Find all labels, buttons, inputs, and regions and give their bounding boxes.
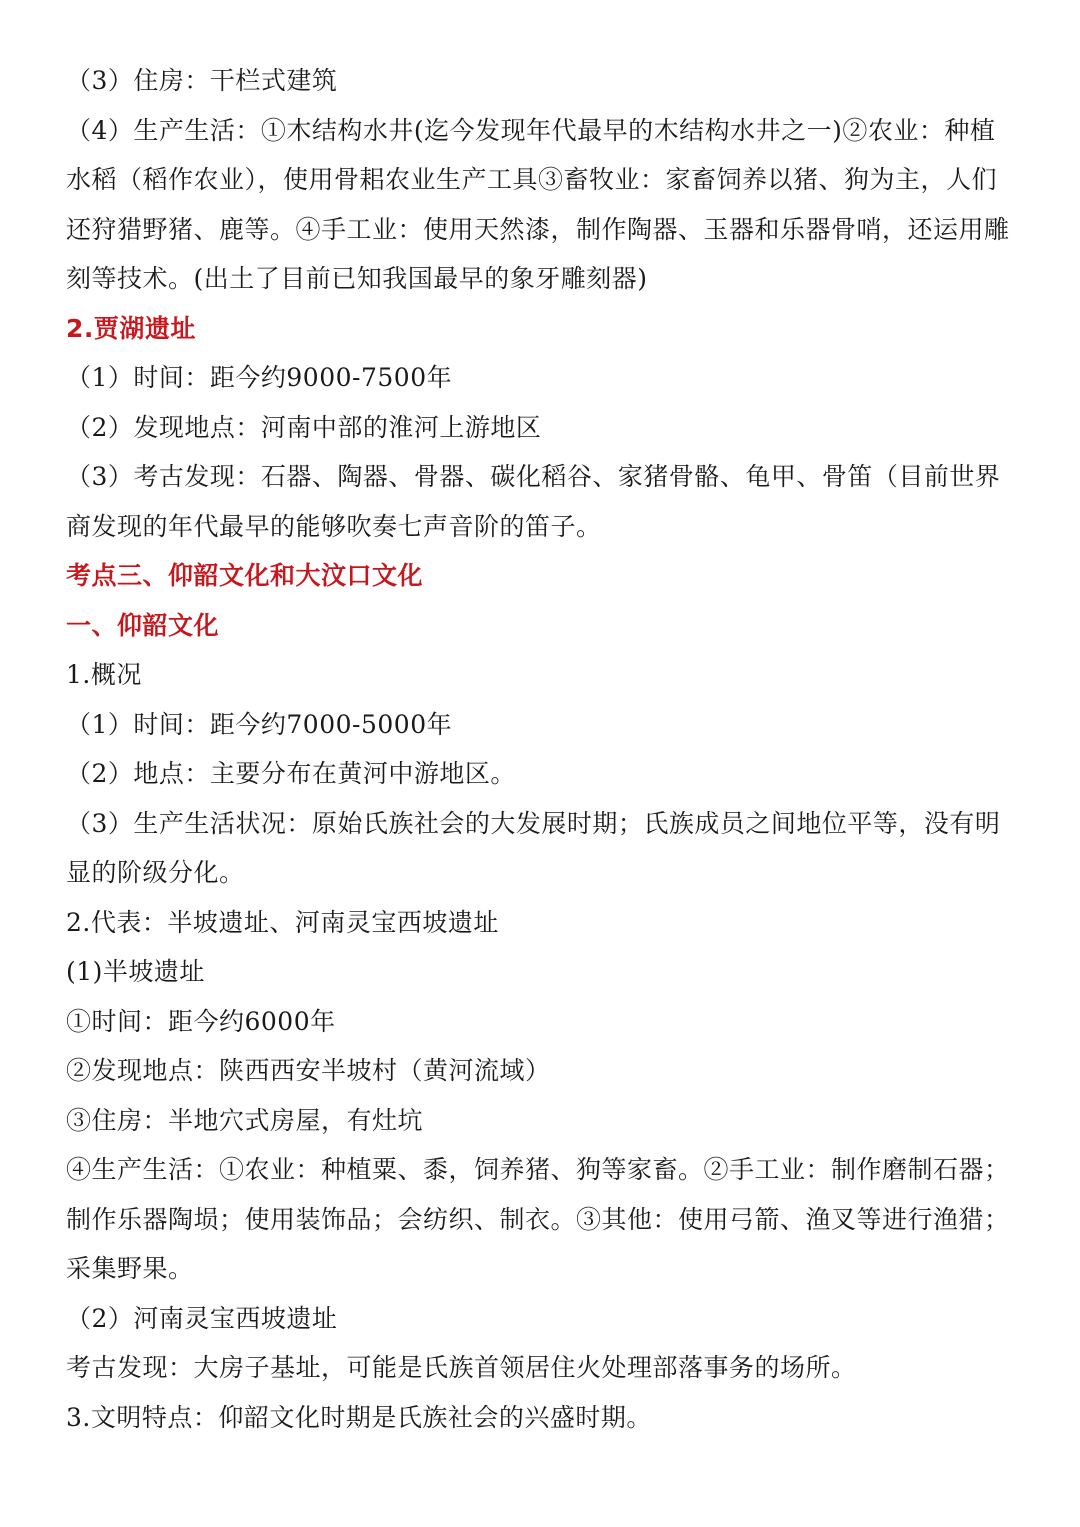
paragraph-jiahu-findings: （3）考古发现：石器、陶器、骨器、碳化稻谷、家猪骨骼、龟甲、骨笛（目前世界商发现的年代最早的能够吹奏七声音阶的笛子。 — [66, 462, 1001, 541]
paragraph-banpo-housing: ③住房：半地穴式房屋，有灶坑 — [66, 1105, 424, 1135]
paragraph-banpo-site: (1)半坡遗址 — [66, 957, 205, 986]
paragraph-yangshao-location: （2）地点：主要分布在黄河中游地区。 — [66, 759, 516, 788]
paragraph-jiahu-location: （2）发现地点：河南中部的淮河上游地区 — [66, 412, 542, 442]
paragraph-banpo-time: ①时间：距今约6000年 — [66, 1006, 336, 1036]
paragraph-xipo-findings: 考古发现：大房子基址，可能是氏族首领居住火处理部落事务的场所。 — [66, 1353, 857, 1382]
paragraph-banpo-production: ④生产生活：①农业：种植粟、黍，饲养猪、狗等家畜。②手工业：制作磨制石器；制作乐器陶埙；使用装饰品；会纺织、制衣。③其他：使用弓箭、渔叉等进行渔猎；采集野果。 — [66, 1155, 1010, 1283]
paragraph-overview: 1.概况 — [66, 660, 142, 689]
heading-yangshao-culture: 一、仰韶文化 — [66, 610, 220, 640]
heading-jiahu-site: 2.贾湖遗址 — [66, 313, 196, 343]
document-page — [66, 56, 1016, 1442]
paragraph-civilization-features: 3.文明特点：仰韶文化时期是氏族社会的兴盛时期。 — [66, 1402, 652, 1432]
paragraph-housing: （3）住房：干栏式建筑 — [66, 66, 338, 95]
paragraph-production-life: （4）生产生活：①木结构水井(迄今发现年代最早的木结构水井之一)②农业：种植水稻（稻作农业），使用骨耜农业生产工具③畜牧业：家畜饲养以猪、狗为主，人们还狩猎野猪、鹿等。④手工业：使用天然漆，制作陶器、玉器和乐器骨哨，还运用雕刻等技术。(出土了目前已知我国最早的象牙雕刻器) — [66, 115, 1010, 293]
paragraph-xipo-site: （2）河南灵宝西坡遗址 — [66, 1303, 338, 1333]
paragraph-yangshao-society: （3）生产生活状况：原始氏族社会的大发展时期；氏族成员之间地位平等，没有明显的阶级分化。 — [66, 808, 1001, 887]
paragraph-jiahu-time: （1）时间：距今约9000-7500年 — [66, 363, 453, 392]
paragraph-representatives: 2.代表：半坡遗址、河南灵宝西坡遗址 — [66, 907, 499, 937]
paragraph-yangshao-time: （1）时间：距今约7000-5000年 — [66, 709, 453, 739]
paragraph-banpo-location: ②发现地点：陕西西安半坡村（黄河流域） — [66, 1056, 551, 1085]
heading-exam-point-three: 考点三、仰韶文化和大汶口文化 — [66, 561, 424, 590]
